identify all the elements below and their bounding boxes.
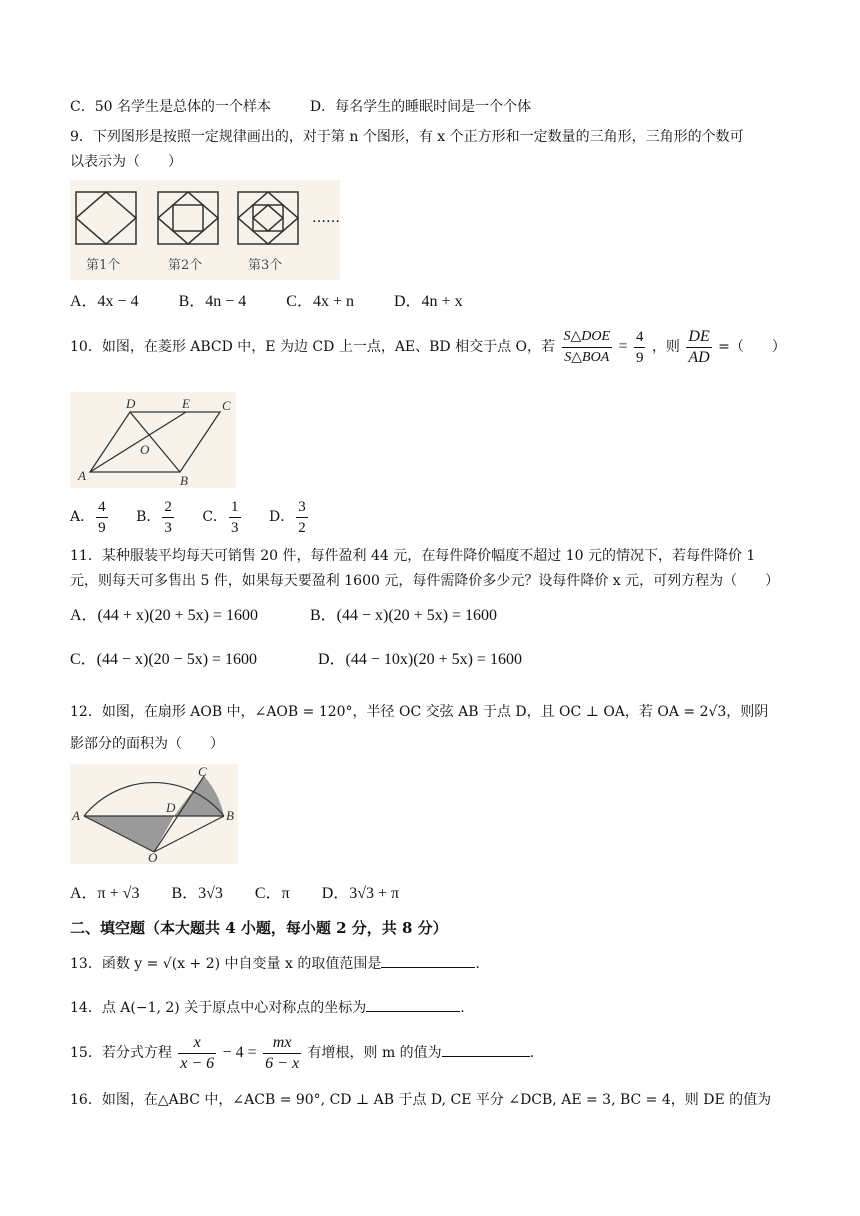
q10-label-o: O: [140, 442, 150, 457]
fig3-inner-square: [253, 205, 283, 231]
fig2-diamond: [158, 192, 218, 244]
q9-option-c: C．4x + n: [286, 293, 354, 310]
q10-stem: [70, 324, 786, 370]
q10-option-d-label: D．: [269, 509, 295, 525]
q15-suffix: 有增根，则 m 的值为: [307, 1045, 442, 1061]
q10-ratio-den: S△BOA: [564, 349, 610, 365]
fig1-diamond: [76, 192, 136, 244]
q15-mid: − 4 =: [222, 1044, 257, 1061]
q10-option-c: [202, 496, 242, 538]
q10-rhombus-svg: [70, 392, 236, 488]
q15-answer-blank: [442, 1056, 530, 1057]
q8-option-d: D．每名学生的睡眠时间是一个个体: [309, 99, 532, 115]
q9-stem-line1: 9．下列图形是按照一定规律画出的，对于第 n 个图形，有 x 个正方形和一定数量的三角形，三角形的个数可: [70, 129, 744, 145]
q11-option-d: D．(44 − 10x)(20 + 5x) = 1600: [318, 651, 522, 668]
q10-option-d-num: 3: [296, 498, 308, 518]
q9-options: [70, 292, 485, 312]
fig3-inner-diamond: [253, 205, 283, 231]
q9-fig-label-3: 第3个: [248, 258, 283, 273]
q10-label-d: D: [126, 396, 136, 411]
q9-option-d: D．4n + x: [394, 293, 463, 310]
q10-option-a-label: A．: [70, 509, 95, 525]
q9-dots: ……: [312, 210, 340, 226]
q12-label-d: D: [166, 800, 176, 815]
q10-option-a: [70, 496, 110, 538]
q10-val-num: 4: [634, 328, 646, 348]
q9-figure: [70, 180, 340, 280]
q14: [70, 998, 465, 1018]
q10-ratio-value: [634, 328, 646, 367]
q10-option-c-num: 1: [229, 498, 241, 518]
q11-stem-line2: 元，则每天可多售出 5 件，如果每天要盈利 1600 元，每件需降价多少元？设每件降价 x 元，可列方程为（ ）: [70, 573, 780, 589]
q15-fraction-1: [178, 1034, 216, 1073]
q10-option-d-den: 2: [298, 519, 306, 536]
q8-options: [70, 97, 531, 117]
q9-option-a: A．4x − 4: [70, 293, 139, 310]
q12-options: [70, 884, 421, 904]
q12-figure: [70, 764, 238, 864]
q10-label-b: B: [180, 473, 188, 488]
q13-end: .: [475, 956, 480, 972]
q10-val-den: 9: [635, 349, 644, 366]
q15-f2-den: 6 − x: [265, 1054, 300, 1072]
q11-option-b: B．(44 − x)(20 + 5x) = 1600: [310, 607, 498, 624]
q10-option-a-num: 4: [96, 498, 108, 518]
q14-answer-blank: [366, 1011, 460, 1012]
q9-stem-line2: 以表示为（ ）: [70, 154, 182, 170]
q9-fig-label-2: 第2个: [168, 258, 203, 273]
q12-label-b: B: [226, 808, 234, 823]
q14-text: 14．点 A(−1, 2) 关于原点中心对称点的坐标为: [70, 1000, 367, 1016]
q14-end: .: [460, 1000, 465, 1016]
q10-eq: =: [618, 338, 628, 355]
q15-fraction-2: [263, 1034, 301, 1073]
q10-option-c-den: 3: [231, 519, 239, 536]
fig1-square: [76, 192, 136, 244]
q12-option-b: B．3√3: [171, 885, 223, 902]
q10-option-b-label: B．: [136, 509, 161, 525]
q10-mid: ，则: [651, 339, 680, 355]
q9-option-b: B．4n − 4: [178, 293, 247, 310]
q10-ratio-num: S△DOE: [562, 328, 613, 348]
q15-end: .: [529, 1045, 535, 1061]
q10-option-b-num: 2: [162, 498, 174, 518]
q12-stem-line1: 12．如图，在扇形 AOB 中，∠AOB = 120°，半径 OC 交弦 AB 于点 D，且 OC ⊥ OA，若 OA = 2√3，则阴: [70, 704, 769, 720]
q13-answer-blank: [381, 967, 475, 968]
q10-ask-num: DE: [686, 328, 711, 348]
q11-options-row1: [70, 606, 497, 626]
q10-area-ratio: [562, 328, 613, 367]
q10-label-c: C: [222, 398, 231, 413]
q10-options: [70, 496, 332, 538]
q15: [70, 1030, 534, 1076]
q10-option-b-den: 3: [164, 519, 172, 536]
q15-prefix: 15．若分式方程: [70, 1045, 172, 1061]
q12-option-a: A．π + √3: [70, 885, 140, 902]
q12-label-a: A: [72, 808, 80, 823]
q11-options-row2: [70, 650, 522, 670]
q10-ask-ratio: [686, 328, 711, 367]
q12-label-o: O: [148, 850, 158, 864]
fig3-square: [238, 192, 298, 244]
q10-figure: [70, 392, 236, 488]
q12-stem-line2: 影部分的面积为（ ）: [70, 736, 224, 752]
q10-suffix: =（ ）: [718, 339, 786, 355]
q16-stem: 16．如图，在△ABC 中，∠ACB = 90°, CD ⊥ AB 于点 D, CE 平分 ∠DCB, AE = 3, BC = 4，则 DE 的值为: [70, 1092, 772, 1108]
q11-option-c: C．(44 − x)(20 − 5x) = 1600: [70, 651, 258, 668]
q12-label-c: C: [198, 764, 207, 779]
q15-f1-den: x − 6: [180, 1054, 215, 1072]
fig2-square: [158, 192, 218, 244]
q13-text: 13．函数 y = √(x + 2) 中自变量 x 的取值范围是: [70, 956, 382, 972]
fig2-inner-square: [173, 205, 203, 231]
q11-stem-line1: 11．某种服装平均每天可销售 20 件，每件盈利 44 元，在每件降价幅度不超过 10 元的情况下，若每件降价 1: [70, 548, 756, 564]
q10-option-c-label: C．: [202, 509, 228, 525]
q11-option-a: A．(44 + x)(20 + 5x) = 1600: [70, 607, 258, 624]
q10-option-a-den: 9: [98, 519, 106, 536]
q10-option-d: [269, 496, 310, 538]
q12-option-c: C．π: [254, 885, 290, 902]
q12-option-d: D．3√3 + π: [321, 885, 400, 902]
q10-option-b: [136, 496, 176, 538]
q15-f2-num: mx: [263, 1034, 301, 1054]
q9-fig-label-1: 第1个: [86, 258, 121, 273]
q10-label-a: A: [78, 468, 86, 483]
q15-f1-num: x: [178, 1034, 216, 1054]
q8-option-c: C．50 名学生是总体的一个样本: [70, 99, 271, 115]
q12-sector-svg: [70, 764, 238, 864]
section-2-title: 二、填空题（本大题共 4 小题，每小题 2 分，共 8 分）: [70, 919, 448, 937]
fig3-diamond: [238, 192, 298, 244]
q10-prefix: 10．如图，在菱形 ABCD 中，E 为边 CD 上一点，AE、BD 相交于点 O，若: [70, 339, 556, 355]
q13: [70, 954, 480, 974]
shaded-triangle: [84, 816, 174, 852]
q10-label-e: E: [182, 396, 190, 411]
q10-ask-den: AD: [688, 348, 710, 366]
